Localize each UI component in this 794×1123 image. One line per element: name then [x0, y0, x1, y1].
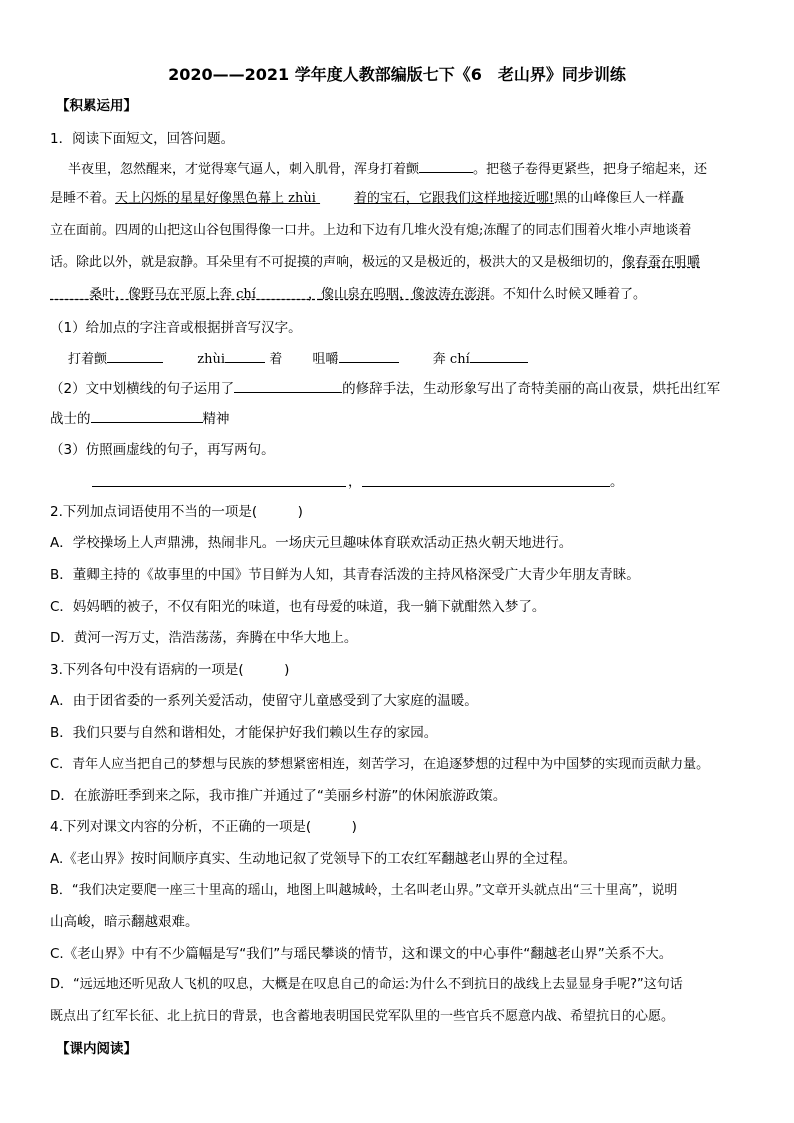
- answer-blank[interactable]: [107, 348, 163, 363]
- q4-stem: 4.下列对课文内容的分析，不正确的一项是( ): [50, 819, 357, 835]
- passage-line-5: ＿＿＿桑叶，像野马在平原上奔 chí＿＿＿＿，像山泉在呜咽，像波涛在澎湃。不知什么时候又睡着了。: [50, 287, 646, 302]
- q4-option-c: C.《老山界》中有不少篇幅是写“我们”与瑶民攀谈的情节，这和课文的中心事件“翻越老山界”关系不大。: [50, 946, 673, 962]
- q3-stem: 3.下列各句中没有语病的一项是( ): [50, 662, 290, 678]
- q2-option-b: B．董卿主持的《故事里的中国》节目鲜为人知，其青春活泼的主持风格深受广大青少年朋友青睐。: [50, 567, 640, 583]
- q4-option-b-line1: B．“我们决定要爬一座三十里高的瑶山，地图上叫越城岭，土名叫老山界。”文章开头就点出“三十里高”，说明: [50, 883, 678, 898]
- passage-line-3: 立在面前。四周的山把这山谷包围得像一口井。上边和下边有几堆火没有熄;冻醒了的同志们围着火堆小声地谈着: [50, 223, 692, 238]
- answer-line-2[interactable]: [362, 486, 610, 487]
- q3-option-b: B．我们只要与自然和谐相处，才能保护好我们赖以生存的家园。: [50, 725, 438, 741]
- passage-line-2: 是睡不着。天上闪烁的星星好像黑色幕上 zhùi 着的宝石，它跟我们这样地接近哪!黑的山峰像巨人一样矗: [50, 191, 685, 206]
- document-title: 2020——2021 学年度人教部编版七下《6 老山界》同步训练: [168, 65, 626, 84]
- answer-blank[interactable]: [91, 408, 203, 423]
- q2-option-a: A．学校操场上人声鼎沸，热闹非凡。一场庆元旦趣味体育联欢活动正热火朝天地进行。: [50, 535, 573, 551]
- q4-option-d-line2: 既点出了红军长征、北上抗日的背景，也含蓄地表明国民党军队里的一些官兵不愿意内战、希望抗日的心愿。: [50, 1009, 675, 1024]
- answer-blank[interactable]: [339, 348, 399, 363]
- q2-stem: 2.下列加点词语使用不当的一项是( ): [50, 504, 303, 520]
- q1-sub2-line1: （2）文中划横线的句子运用了 的修辞手法，生动形象写出了奇特美丽的高山夜景，烘托出红军: [50, 378, 720, 399]
- passage-line-1: 半夜里，忽然醒来，才觉得寒气逼人，刺入肌骨，浑身打着颤 。把毯子卷得更紧些，把身子缩起来，还: [68, 158, 707, 180]
- answer-period: 。: [610, 474, 624, 490]
- q4-option-d-line1: D．“远远地还听见敌人飞机的叹息，大概是在叹息自己的命运:为什么不到抗日的战线上去显显身手呢?”这句话: [50, 977, 683, 992]
- passage-line-4: 话。除此以外，就是寂静。耳朵里有不可捉摸的声响，极远的又是极近的，极洪大的又是极细切的，像春蚕在咀嚼: [50, 255, 701, 270]
- q4-option-b-line2: 山高峻，暗示翻越艰难。: [50, 914, 199, 930]
- q4-option-a: A.《老山界》按时间顺序真实、生动地记叙了党领导下的工农红军翻越老山界的全过程。: [50, 851, 577, 867]
- section-heading-accumulation: 【积累运用】: [56, 98, 137, 114]
- answer-line-1[interactable]: [92, 486, 346, 487]
- answer-blank[interactable]: [234, 378, 342, 393]
- section-heading-reading: 【课内阅读】: [56, 1041, 137, 1057]
- q3-option-a: A．由于团省委的一系列关爱活动，使留守儿童感受到了大家庭的温暖。: [50, 693, 478, 709]
- q2-option-d: D．黄河一泻万丈，浩浩荡荡，奔腾在中华大地上。: [50, 630, 358, 646]
- q1-sub1: （1）给加点的字注音或根据拼音写汉字。: [50, 320, 302, 336]
- blank-line: [419, 158, 473, 173]
- q1-sub2-line2: 战士的 精神: [50, 408, 230, 429]
- q1-stem: 1．阅读下面短文，回答问题。: [50, 131, 235, 147]
- q1-sub1-answers: 打着颤 zhùi 着 咀嚼 奔 chí: [68, 348, 528, 370]
- answer-blank[interactable]: [225, 348, 265, 363]
- answer-blank[interactable]: [470, 348, 528, 363]
- q2-option-c: C．妈妈晒的被子，不仅有阳光的味道，也有母爱的味道，我一躺下就酣然入梦了。: [50, 599, 546, 615]
- q1-sub3: （3）仿照画虚线的句子，再写两句。: [50, 442, 275, 458]
- answer-comma: ，: [348, 474, 362, 490]
- q3-option-d: D．在旅游旺季到来之际，我市推广并通过了“美丽乡村游”的休闲旅游政策。: [50, 788, 507, 804]
- q3-option-c: C．青年人应当把自己的梦想与民族的梦想紧密相连，刻苦学习，在追逐梦想的过程中为中国梦的实现而贡献力量。: [50, 757, 710, 772]
